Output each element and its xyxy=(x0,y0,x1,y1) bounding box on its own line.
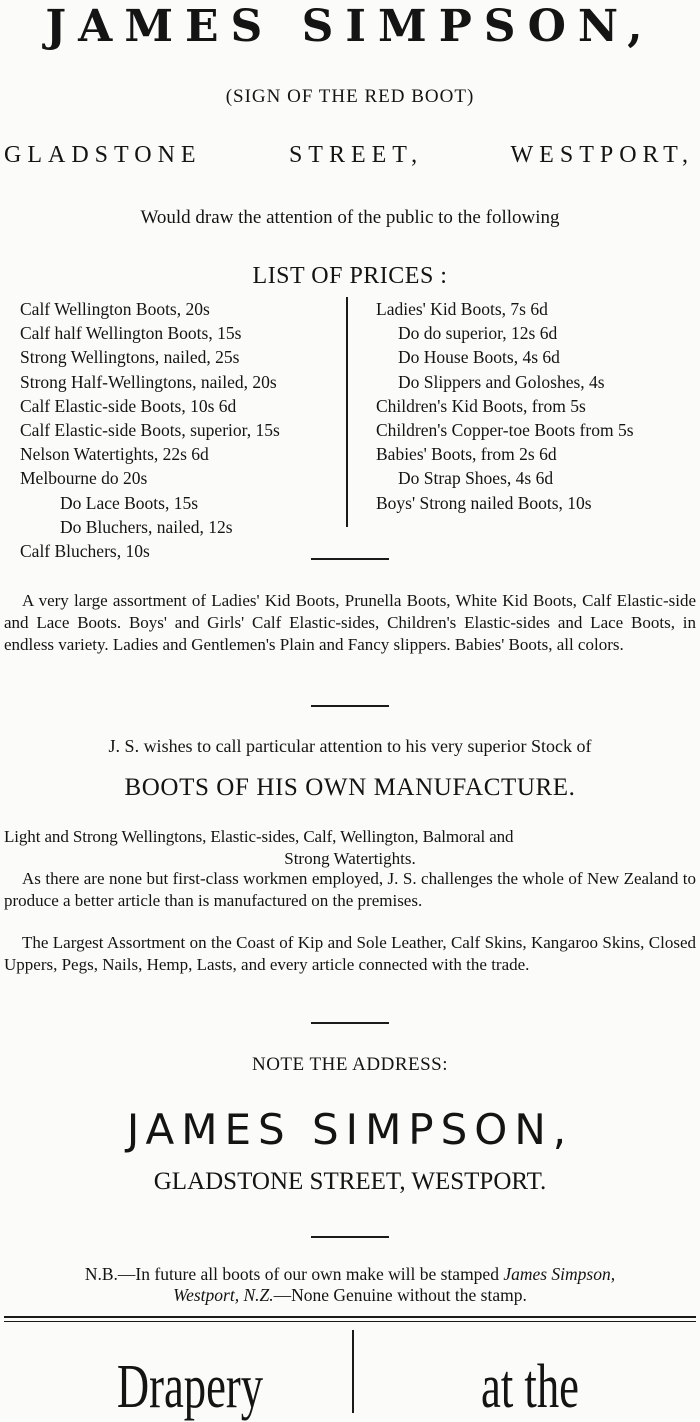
nb-stamp-name: James Simpson, xyxy=(503,1264,616,1284)
price-list-left-column xyxy=(20,297,345,563)
price-item: Strong Half-Wellingtons, nailed, 20s xyxy=(20,371,277,392)
divider-rule xyxy=(311,1022,389,1024)
price-item: Children's Copper-toe Boots from 5s xyxy=(376,420,634,441)
divider-rule xyxy=(311,1236,389,1238)
price-item: Do do superior, 12s 6d xyxy=(398,323,558,344)
price-item: Do Bluchers, nailed, 12s xyxy=(60,516,233,537)
attention-paragraph: J. S. wishes to call particular attention to his very superior Stock of xyxy=(108,736,592,756)
ad-separator-rule xyxy=(4,1316,696,1318)
price-item: Babies' Boots, from 2s 6d xyxy=(376,444,557,465)
price-item: Do Slippers and Goloshes, 4s xyxy=(398,371,605,392)
price-item: Calf Elastic-side Boots, 10s 6d xyxy=(20,395,237,416)
price-list-right-column xyxy=(376,297,696,515)
note-address-heading: NOTE THE ADDRESS: xyxy=(251,1054,449,1075)
nb-text: N.B.—In future all boots of our own make will be stamped xyxy=(84,1264,499,1284)
assortment-paragraph: A very large assortment of Ladies' Kid Boots, Prunella Boots, White Kid Boots, Calf Elastic-side and Lace Boots. Boys' and Girls' Calf Elastic-sides, Children's Elastic-sides and Lace Boots, in endless variety. Ladies and Gentlemen's Plain and Fancy slippers. Babies' Boots, all colors. xyxy=(4,591,696,654)
price-item: Do Strap Shoes, 4s 6d xyxy=(398,468,554,489)
list-of-prices-heading: LIST OF PRICES : xyxy=(252,263,448,289)
nb-stamp-place: Westport, N.Z. xyxy=(173,1285,274,1305)
light-strong-paragraph xyxy=(4,826,696,870)
divider-rule xyxy=(311,705,389,707)
own-manufacture-heading: BOOTS OF HIS OWN MANUFACTURE. xyxy=(124,774,576,801)
price-item: Do House Boots, 4s 6d xyxy=(398,347,560,368)
workmen-paragraph: As there are none but first-class workmen employed, J. S. challenges the whole of New Zealand to produce a better article than is manufactured on the premises. xyxy=(4,869,696,910)
column-divider xyxy=(346,297,348,527)
nb-notice xyxy=(4,1264,696,1306)
advertiser-name-footer: JAMES SIMPSON, xyxy=(126,1105,574,1154)
price-item: Strong Wellingtons, nailed, 25s xyxy=(20,347,240,368)
advertiser-name-heading: JAMES SIMPSON, xyxy=(45,1,655,52)
price-item: Children's Kid Boots, from 5s xyxy=(376,395,586,416)
price-item: Calf Wellington Boots, 20s xyxy=(20,299,210,319)
street-address-line xyxy=(0,140,700,170)
light-strong-line: Light and Strong Wellingtons, Elastic-sides, Calf, Wellington, Balmoral and xyxy=(4,827,514,846)
price-item: Nelson Watertights, 22s 6d xyxy=(20,444,209,465)
next-ad-right-heading: at the xyxy=(481,1353,579,1421)
attention-line: Would draw the attention of the public to the following xyxy=(140,207,560,228)
light-strong-line-2: Strong Watertights. xyxy=(284,849,416,868)
street-word-1: GLADSTONE xyxy=(4,142,202,168)
price-item: Calf Elastic-side Boots, superior, 15s xyxy=(20,420,280,441)
price-item: Do Lace Boots, 15s xyxy=(60,492,199,513)
price-item: Calf Bluchers, 10s xyxy=(20,541,150,562)
price-item: Boys' Strong nailed Boots, 10s xyxy=(376,492,592,513)
street-word-2: STREET, xyxy=(288,142,424,168)
sign-subtitle: (SIGN OF THE RED BOOT) xyxy=(225,86,475,107)
next-ad-divider xyxy=(352,1330,354,1413)
ad-separator-rule-thin xyxy=(4,1321,696,1322)
nb-text-end: —None Genuine without the stamp. xyxy=(273,1285,527,1305)
divider-rule xyxy=(311,558,389,560)
price-item: Melbourne do 20s xyxy=(20,468,148,489)
price-item: Ladies' Kid Boots, 7s 6d xyxy=(376,299,548,319)
footer-address: GLADSTONE STREET, WESTPORT. xyxy=(153,1168,547,1195)
next-ad-left-heading: Drapery xyxy=(116,1353,264,1421)
largest-assortment-paragraph: The Largest Assortment on the Coast of Kip and Sole Leather, Calf Skins, Kangaroo Skins, Closed Uppers, Pegs, Nails, Hemp, Lasts, and every article connected with the trade. xyxy=(4,933,696,974)
street-word-3: WESTPORT, xyxy=(510,142,694,168)
price-item: Calf half Wellington Boots, 15s xyxy=(20,323,242,344)
